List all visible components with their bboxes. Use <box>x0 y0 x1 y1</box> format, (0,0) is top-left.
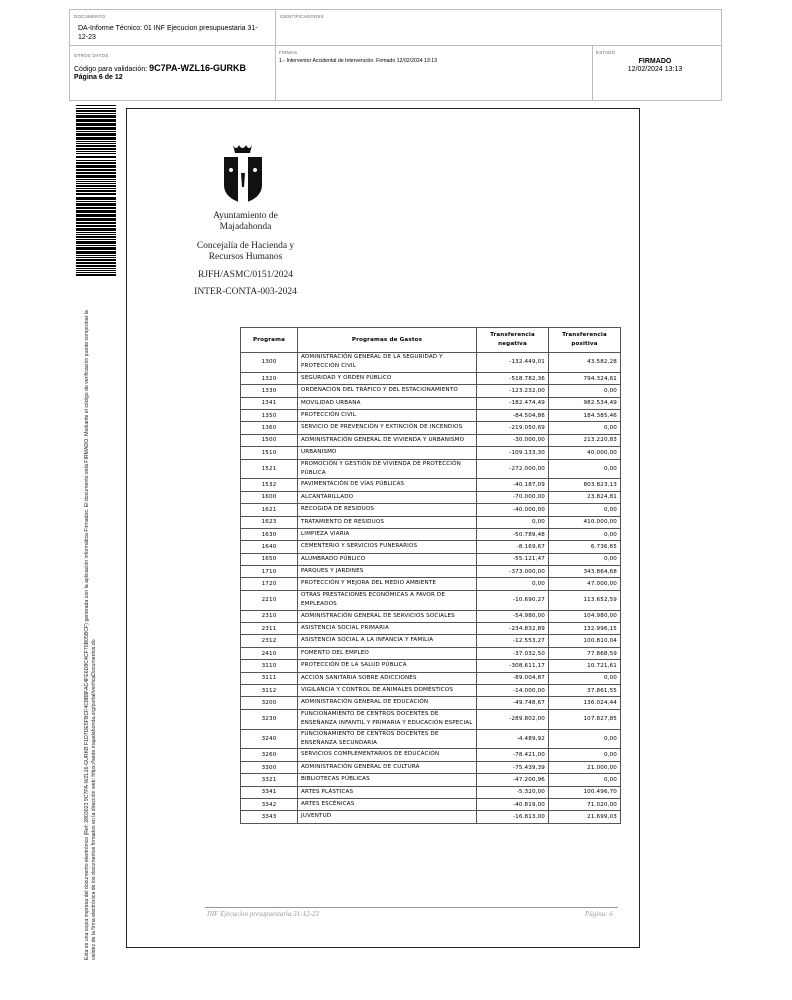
cell-program-code: 2310 <box>241 610 298 622</box>
cell-positive-transfer: 37.861,55 <box>549 685 621 697</box>
cell-positive-transfer: 0,00 <box>549 553 621 565</box>
table-row <box>241 729 621 749</box>
barcode-bar <box>76 110 116 112</box>
otros-datos-box <box>69 45 276 101</box>
cell-positive-transfer: 803.823,13 <box>549 479 621 491</box>
cell-positive-transfer: 104.980,00 <box>549 610 621 622</box>
barcode-bar <box>76 181 116 182</box>
barcode-bar <box>76 218 116 221</box>
table-row <box>241 635 621 647</box>
cell-program-name: TRATAMIENTO DE RESIDUOS <box>298 516 477 528</box>
table-row <box>241 774 621 786</box>
validation-line <box>74 64 246 75</box>
footer-right: Página: 6 <box>585 910 613 918</box>
cell-negative-transfer: -219.050,69 <box>477 422 549 434</box>
cell-program-name: VIGILANCIA Y CONTROL DE ANIMALES DOMÉSTICOS <box>298 685 477 697</box>
barcode-bar <box>76 141 116 142</box>
cell-program-code: 3230 <box>241 709 298 729</box>
cell-program-code: 1320 <box>241 372 298 384</box>
barcode-bar <box>76 255 116 256</box>
cell-positive-transfer: 213.220,83 <box>549 434 621 446</box>
cell-negative-transfer: -308.611,17 <box>477 660 549 672</box>
estado-label: ESTADO <box>596 50 616 55</box>
cell-negative-transfer: -272.000,00 <box>477 459 549 479</box>
organization-name: Ayuntamiento de Majadahonda <box>213 211 278 232</box>
cell-negative-transfer: -123.232,00 <box>477 385 549 397</box>
municipal-crest-icon <box>219 143 267 205</box>
barcode-bar <box>76 270 116 271</box>
cell-positive-transfer: 0,00 <box>549 385 621 397</box>
cell-program-code: 3240 <box>241 729 298 749</box>
documento-box <box>69 9 276 46</box>
barcode-image <box>76 105 116 277</box>
cell-program-code: 1600 <box>241 491 298 503</box>
barcode-bar <box>76 214 116 217</box>
table-row <box>241 647 621 659</box>
cell-program-code: 1350 <box>241 409 298 421</box>
cell-positive-transfer: 0,00 <box>549 749 621 761</box>
cell-positive-transfer: 136.024,44 <box>549 697 621 709</box>
cell-program-name: ADMINISTRACIÓN GENERAL DE LA SEGURIDAD Y PROTECCIÓN CIVIL <box>298 353 477 373</box>
department-name: Concejalía de Hacienda y Recursos Humanos <box>196 241 295 262</box>
cell-program-code: 1650 <box>241 553 298 565</box>
barcode-bar <box>76 145 116 147</box>
cell-positive-transfer: 132.996,15 <box>549 623 621 635</box>
cell-positive-transfer: 0,00 <box>549 459 621 479</box>
table-row <box>241 528 621 540</box>
barcode-bar <box>76 251 116 254</box>
barcode-bar <box>76 175 116 178</box>
table-row <box>241 811 621 823</box>
cell-program-name: FOMENTO DEL EMPLEO <box>298 647 477 659</box>
cell-positive-transfer: 10.721,61 <box>549 660 621 672</box>
reference-2: INTER-CONTA-003-2024 <box>194 287 297 297</box>
barcode-bar <box>76 148 116 150</box>
cell-program-name: PROMOCIÓN Y GESTIÓN DE VIVIENDA DE PROTECCIÓN PÚBLICA <box>298 459 477 479</box>
table-row <box>241 353 621 373</box>
cell-program-name: ADMINISTRACIÓN GENERAL DE SERVICIOS SOCIALES <box>298 610 477 622</box>
barcode-bar <box>76 160 116 161</box>
cell-negative-transfer: -78.421,00 <box>477 749 549 761</box>
cell-positive-transfer: 47.000,00 <box>549 578 621 590</box>
estado-box <box>592 45 722 101</box>
table-row <box>241 566 621 578</box>
reference-1: RJFH/ASMC/0151/2024 <box>197 270 294 280</box>
cell-program-code: 1521 <box>241 459 298 479</box>
cell-program-name: SERVICIO DE PREVENCIÓN Y EXTINCIÓN DE INCENDIOS <box>298 422 477 434</box>
cell-program-code: 3112 <box>241 685 298 697</box>
cell-negative-transfer: -373.000,00 <box>477 566 549 578</box>
barcode-bar <box>76 203 116 206</box>
firma-text: 1.- Interventor Accidental de Intervención. Firmado 12/02/2024 13:13 <box>279 58 438 64</box>
cell-program-name: FUNCIONAMIENTO DE CENTROS DOCENTES DE ENSEÑANZA SECUNDARIA <box>298 729 477 749</box>
table-row <box>241 709 621 729</box>
cell-program-name: BIBLIOTECAS PÚBLICAS <box>298 774 477 786</box>
cell-positive-transfer: 23.824,81 <box>549 491 621 503</box>
identificadores-box <box>275 9 722 46</box>
cell-positive-transfer: 71.020,00 <box>549 799 621 811</box>
barcode-bar <box>76 225 116 227</box>
cell-negative-transfer: -518.782,36 <box>477 372 549 384</box>
verification-side-text: Esta es una copia impresa del documento electrónico (Ref: 2803023 9C7PA-WZL16-GURKB F1D7DE5FBCF4C8B8FAC4FE6D8C4CF70B05BCF) generada con la aplicación informática Firmadoc. El documento está FIRMADO. Mediante el código de verificación puede comprobar la validez de la firma electrónica de los documentos firmados en la dirección web: https://sede.majadahonda.org/portal/verificaDocumentos.do <box>84 310 98 960</box>
barcode-bar <box>76 188 116 189</box>
cell-positive-transfer: 343.864,68 <box>549 566 621 578</box>
barcode-bar <box>76 274 116 276</box>
cell-negative-transfer: -109.133,30 <box>477 447 549 459</box>
cell-program-name: ASISTENCIA SOCIAL A LA INFANCIA Y FAMILIA <box>298 635 477 647</box>
barcode-bar <box>76 259 116 261</box>
cell-program-code: 3300 <box>241 761 298 773</box>
cell-program-name: PROTECCIÓN Y MEJORA DEL MEDIO AMBIENTE <box>298 578 477 590</box>
barcode-bar <box>76 151 116 152</box>
otros-datos-label: OTROS DATOS <box>74 53 109 58</box>
cell-negative-transfer: -5.320,00 <box>477 786 549 798</box>
table-row <box>241 516 621 528</box>
table-row <box>241 479 621 491</box>
cell-program-code: 3260 <box>241 749 298 761</box>
cell-program-name: ADMINISTRACIÓN GENERAL DE VIVIENDA Y URBANISMO <box>298 434 477 446</box>
estado-date: 12/02/2024 13:13 <box>627 66 683 73</box>
cell-program-code: 1360 <box>241 422 298 434</box>
cell-program-code: 1720 <box>241 578 298 590</box>
cell-negative-transfer: -89.004,87 <box>477 672 549 684</box>
barcode-bar <box>76 108 116 109</box>
cell-program-name: OTRAS PRESTACIONES ECONÓMICAS A FAVOR DE EMPLEADOS <box>298 590 477 610</box>
cell-positive-transfer: 0,00 <box>549 729 621 749</box>
footer-left: INF Ejecucion presupuestaria 31-12-23 <box>207 910 319 918</box>
cell-negative-transfer: -70.000,00 <box>477 491 549 503</box>
cell-positive-transfer: 0,00 <box>549 774 621 786</box>
validation-code: 9C7PA-WZL16-GURKB <box>149 63 246 73</box>
table-row <box>241 623 621 635</box>
cell-negative-transfer: -40.819,00 <box>477 799 549 811</box>
table-row <box>241 447 621 459</box>
cell-negative-transfer: -75.439,39 <box>477 761 549 773</box>
cell-program-name: JUVENTUD <box>298 811 477 823</box>
table-row <box>241 749 621 761</box>
barcode-bar <box>76 137 116 140</box>
barcode-bar <box>76 265 116 267</box>
cell-positive-transfer: 0,00 <box>549 504 621 516</box>
barcode-bar <box>76 115 116 118</box>
cell-positive-transfer: 0,00 <box>549 422 621 434</box>
barcode-bar <box>76 241 116 244</box>
cell-program-code: 3200 <box>241 697 298 709</box>
barcode-bar <box>76 162 116 164</box>
cell-negative-transfer: -182.474,49 <box>477 397 549 409</box>
cell-program-name: ADMINISTRACIÓN GENERAL DE EDUCACIÓN <box>298 697 477 709</box>
barcode-bar <box>76 201 116 202</box>
cell-negative-transfer: -37.032,50 <box>477 647 549 659</box>
cell-program-code: 1500 <box>241 434 298 446</box>
table-row <box>241 459 621 479</box>
barcode-bar <box>76 257 116 258</box>
barcode-bar <box>76 210 116 213</box>
cell-program-name: URBANISMO <box>298 447 477 459</box>
table-row <box>241 553 621 565</box>
cell-positive-transfer: 113.652,59 <box>549 590 621 610</box>
documento-label: DOCUMENTO <box>74 14 106 19</box>
cell-program-code: 1623 <box>241 516 298 528</box>
validation-prefix: Código para validación: <box>74 66 148 73</box>
barcode-bar <box>76 262 116 264</box>
barcode-bar <box>76 234 116 235</box>
cell-program-name: SEGURIDAD Y ORDEN PÚBLICO <box>298 372 477 384</box>
barcode-bar <box>76 143 116 144</box>
cell-program-code: 1330 <box>241 385 298 397</box>
cell-program-code: 3321 <box>241 774 298 786</box>
cell-negative-transfer: -4.489,92 <box>477 729 549 749</box>
header-programa: Programa <box>241 328 298 353</box>
cell-positive-transfer: 410.000,00 <box>549 516 621 528</box>
cell-program-code: 3110 <box>241 660 298 672</box>
barcode-bar <box>76 179 116 180</box>
cell-program-code: 1630 <box>241 528 298 540</box>
cell-program-code: 3111 <box>241 672 298 684</box>
barcode-bar <box>76 207 116 209</box>
barcode-bar <box>76 245 116 246</box>
barcode-bar <box>76 268 116 269</box>
cell-negative-transfer: -234.832,89 <box>477 623 549 635</box>
cell-program-code: 1341 <box>241 397 298 409</box>
table-row <box>241 397 621 409</box>
cell-program-name: ARTES ESCÉNICAS <box>298 799 477 811</box>
firmas-label: FIRMAS <box>279 50 298 55</box>
cell-program-name: FUNCIONAMIENTO DE CENTROS DOCENTES DE ENSEÑANZA INFANTIL Y PRIMARIA Y EDUCACIÓN ESPECIAL <box>298 709 477 729</box>
header-transferencia-negativa: Transferencia negativa <box>477 328 549 353</box>
cell-negative-transfer: -132.449,01 <box>477 353 549 373</box>
barcode-bar <box>76 123 116 126</box>
cell-program-code: 1710 <box>241 566 298 578</box>
barcode-bar <box>76 113 116 114</box>
header-programas-de-gastos: Programas de Gastos <box>298 328 477 353</box>
table-row <box>241 590 621 610</box>
cell-negative-transfer: -84.504,86 <box>477 409 549 421</box>
cell-negative-transfer: -49.748,67 <box>477 697 549 709</box>
table-row <box>241 372 621 384</box>
cell-positive-transfer: 21.699,03 <box>549 811 621 823</box>
barcode-bar <box>76 185 116 187</box>
cell-program-code: 3341 <box>241 786 298 798</box>
cell-negative-transfer: -16.813,00 <box>477 811 549 823</box>
cell-program-name: ACCIÓN SANITARIA SOBRE ADICCIONES <box>298 672 477 684</box>
cell-negative-transfer: -47.200,96 <box>477 774 549 786</box>
table-row <box>241 504 621 516</box>
cell-program-code: 1621 <box>241 504 298 516</box>
cell-program-code: 1640 <box>241 541 298 553</box>
barcode-bar <box>76 272 116 273</box>
cell-program-code: 2312 <box>241 635 298 647</box>
cell-positive-transfer: 184.385,46 <box>549 409 621 421</box>
barcode-bar <box>76 172 116 174</box>
cell-positive-transfer: 794.324,61 <box>549 372 621 384</box>
cell-program-name: MOVILIDAD URBANA <box>298 397 477 409</box>
cell-negative-transfer: -30.000,00 <box>477 434 549 446</box>
barcode-bar <box>76 232 116 233</box>
cell-program-name: PROTECCIÓN DE LA SALUD PÚBLICA <box>298 660 477 672</box>
cell-negative-transfer: -40.000,00 <box>477 504 549 516</box>
cell-positive-transfer: 77.868,59 <box>549 647 621 659</box>
cell-program-name: LIMPIEZA VIARIA <box>298 528 477 540</box>
barcode-bar <box>76 169 116 171</box>
page-info: Página 6 de 12 <box>74 74 123 81</box>
cell-program-name: ORDENACIÓN DEL TRÁFICO Y DEL ESTACIONAMIENTO <box>298 385 477 397</box>
cell-negative-transfer: -10.690,27 <box>477 590 549 610</box>
table-row <box>241 578 621 590</box>
table-row <box>241 672 621 684</box>
budget-transfers-table <box>240 327 621 824</box>
barcode-bar <box>76 193 116 195</box>
barcode-bar <box>76 247 116 250</box>
barcode-bar <box>76 228 116 231</box>
cell-program-name: CEMENTERIO Y SERVICIOS FUNERARIOS <box>298 541 477 553</box>
barcode-bar <box>76 127 116 130</box>
cell-positive-transfer: 0,00 <box>549 672 621 684</box>
table-row <box>241 685 621 697</box>
cell-program-name: SERVICIOS COMPLEMENTARIOS DE EDUCACIÓN <box>298 749 477 761</box>
table-row <box>241 422 621 434</box>
table-row <box>241 786 621 798</box>
table-row <box>241 697 621 709</box>
table-row <box>241 385 621 397</box>
cell-negative-transfer: -289.802,00 <box>477 709 549 729</box>
footer-rule <box>205 907 618 908</box>
documento-value: DA-Informe Técnico: 01 INF Ejecucion presupuestaria 31-12-23 <box>78 25 258 41</box>
barcode-bar <box>76 183 116 184</box>
identificadores-label: IDENTIFICADORES <box>280 14 325 19</box>
cell-negative-transfer: -50.789,48 <box>477 528 549 540</box>
cell-negative-transfer: -14.000,00 <box>477 685 549 697</box>
table-row <box>241 660 621 672</box>
cell-program-name: PROTECCIÓN CIVIL <box>298 409 477 421</box>
table-row <box>241 491 621 503</box>
cell-program-code: 1300 <box>241 353 298 373</box>
cell-positive-transfer: 982.534,49 <box>549 397 621 409</box>
cell-program-code: 3342 <box>241 799 298 811</box>
cell-program-name: ADMINISTRACIÓN GENERAL DE CULTURA <box>298 761 477 773</box>
barcode-bar <box>76 190 116 192</box>
cell-negative-transfer: -55.121,47 <box>477 553 549 565</box>
table-row <box>241 761 621 773</box>
cell-program-name: PARQUES Y JARDINES <box>298 566 477 578</box>
table-row <box>241 541 621 553</box>
barcode-bar <box>76 133 116 136</box>
barcode-bar <box>76 222 116 224</box>
cell-positive-transfer: 100.810,04 <box>549 635 621 647</box>
barcode-bar <box>76 153 116 154</box>
cell-program-code: 2311 <box>241 623 298 635</box>
cell-positive-transfer: 0,00 <box>549 528 621 540</box>
cell-negative-transfer: -12.553,27 <box>477 635 549 647</box>
cell-program-code: 3343 <box>241 811 298 823</box>
barcode-bar <box>76 239 116 240</box>
barcode-bar <box>76 119 116 122</box>
cell-positive-transfer: 43.582,28 <box>549 353 621 373</box>
cell-program-code: 2410 <box>241 647 298 659</box>
cell-program-name: PAVIMENTACIÓN DE VÍAS PÚBLICAS <box>298 479 477 491</box>
cell-positive-transfer: 100.496,70 <box>549 786 621 798</box>
cell-program-code: 1510 <box>241 447 298 459</box>
header-transferencia-positiva: Transferencia positiva <box>549 328 621 353</box>
barcode-bar <box>76 165 116 168</box>
cell-positive-transfer: 6.736,65 <box>549 541 621 553</box>
cell-negative-transfer: 0,00 <box>477 578 549 590</box>
cell-negative-transfer: -54.980,00 <box>477 610 549 622</box>
table-row <box>241 610 621 622</box>
cell-positive-transfer: 107.827,85 <box>549 709 621 729</box>
barcode-bar <box>76 105 116 106</box>
barcode-bar <box>76 236 116 238</box>
cell-program-name: RECOGIDA DE RESIDUOS <box>298 504 477 516</box>
cell-program-code: 1532 <box>241 479 298 491</box>
barcode-bar <box>76 156 116 158</box>
table-row <box>241 799 621 811</box>
cell-program-name: ALCANTARILLADO <box>298 491 477 503</box>
cell-program-name: ARTES PLÁSTICAS <box>298 786 477 798</box>
barcode-bar <box>76 131 116 132</box>
firmas-box <box>275 45 593 101</box>
table-row <box>241 434 621 446</box>
cell-program-name: ASISTENCIA SOCIAL PRIMARIA <box>298 623 477 635</box>
table-header-row <box>241 328 621 353</box>
cell-negative-transfer: -40.187,09 <box>477 479 549 491</box>
cell-negative-transfer: -8.169,67 <box>477 541 549 553</box>
estado-value: FIRMADO <box>638 58 672 65</box>
cell-program-code: 2210 <box>241 590 298 610</box>
table-row <box>241 409 621 421</box>
cell-negative-transfer: 0,00 <box>477 516 549 528</box>
barcode-bar <box>76 197 116 200</box>
cell-positive-transfer: 40.000,00 <box>549 447 621 459</box>
cell-positive-transfer: 21.000,00 <box>549 761 621 773</box>
cell-program-name: ALUMBRADO PÚBLICO <box>298 553 477 565</box>
